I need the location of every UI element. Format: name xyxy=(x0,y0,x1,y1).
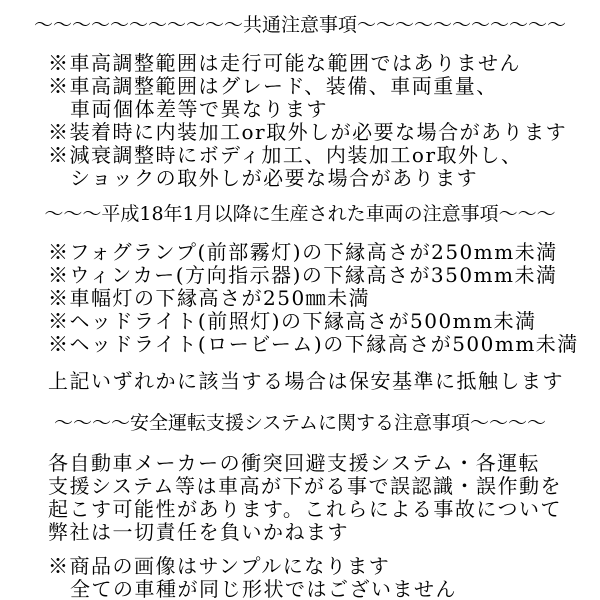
safety-standard-conclusion: 上記いずれかに該当する場合は保安基準に抵触します xyxy=(48,369,564,393)
paragraph-line: 各自動車メーカーの衝突回避支援システム・各運転 xyxy=(48,451,541,475)
notice-line: ※車高調整範囲はグレード、装備、車両重量、 xyxy=(48,74,498,98)
notice-line: ※減衰調整時にボディ加工、内装加工or取外し、 xyxy=(48,143,523,167)
section-title-driver-assist-systems: ～～～～安全運転支援システムに関する注意事項～～～～ xyxy=(53,412,547,434)
notice-line-continuation: 全ての車種が同じ形状ではございません xyxy=(70,577,457,600)
section-title-heisei18-vehicles: ～～～平成18年1月以降に生産された車両の注意事項～～～ xyxy=(44,203,556,225)
section-title-common-notes: ～～～～～～～～～～～共通注意事項～～～～～～～～～～～ xyxy=(33,14,566,36)
notice-line: ※ヘッドライト(前照灯)の下縁高さが500mm未満 xyxy=(48,309,537,333)
notice-line: ※フォグランプ(前部霧灯)の下縁高さが250mm未満 xyxy=(48,240,558,264)
notice-line: ※装着時に内装加工or取外しが必要な場合があります xyxy=(48,120,568,144)
section-sample-image-note xyxy=(0,555,600,600)
notice-line-continuation: 車両個体差等で異なります xyxy=(70,97,328,121)
section-heisei18-vehicles xyxy=(0,241,600,356)
notice-line: ※ヘッドライト(ロービーム)の下縁高さが500mm未満 xyxy=(48,332,579,356)
paragraph-line: 弊社は一切責任を負いかねます xyxy=(48,520,349,544)
notice-line: ※車高調整範囲は走行可能な範囲ではありません xyxy=(48,51,521,75)
notice-line: ※ウィンカー(方向指示器)の下縁高さが350mm未満 xyxy=(48,263,558,287)
notice-line-continuation: ショックの取外しが必要な場合があります xyxy=(70,166,479,190)
paragraph-line: 支援システム等は車高が下がる事で誤認識・誤作動を xyxy=(48,474,562,498)
notice-line: ※商品の画像はサンプルになります xyxy=(48,554,391,578)
paragraph-line: 起こす可能性があります。これらによる事故について xyxy=(48,497,562,521)
notice-line: ※車幅灯の下縁高さが250㎜未満 xyxy=(48,286,371,310)
section-common-notes xyxy=(0,52,600,190)
section-driver-assist-systems xyxy=(0,452,600,544)
